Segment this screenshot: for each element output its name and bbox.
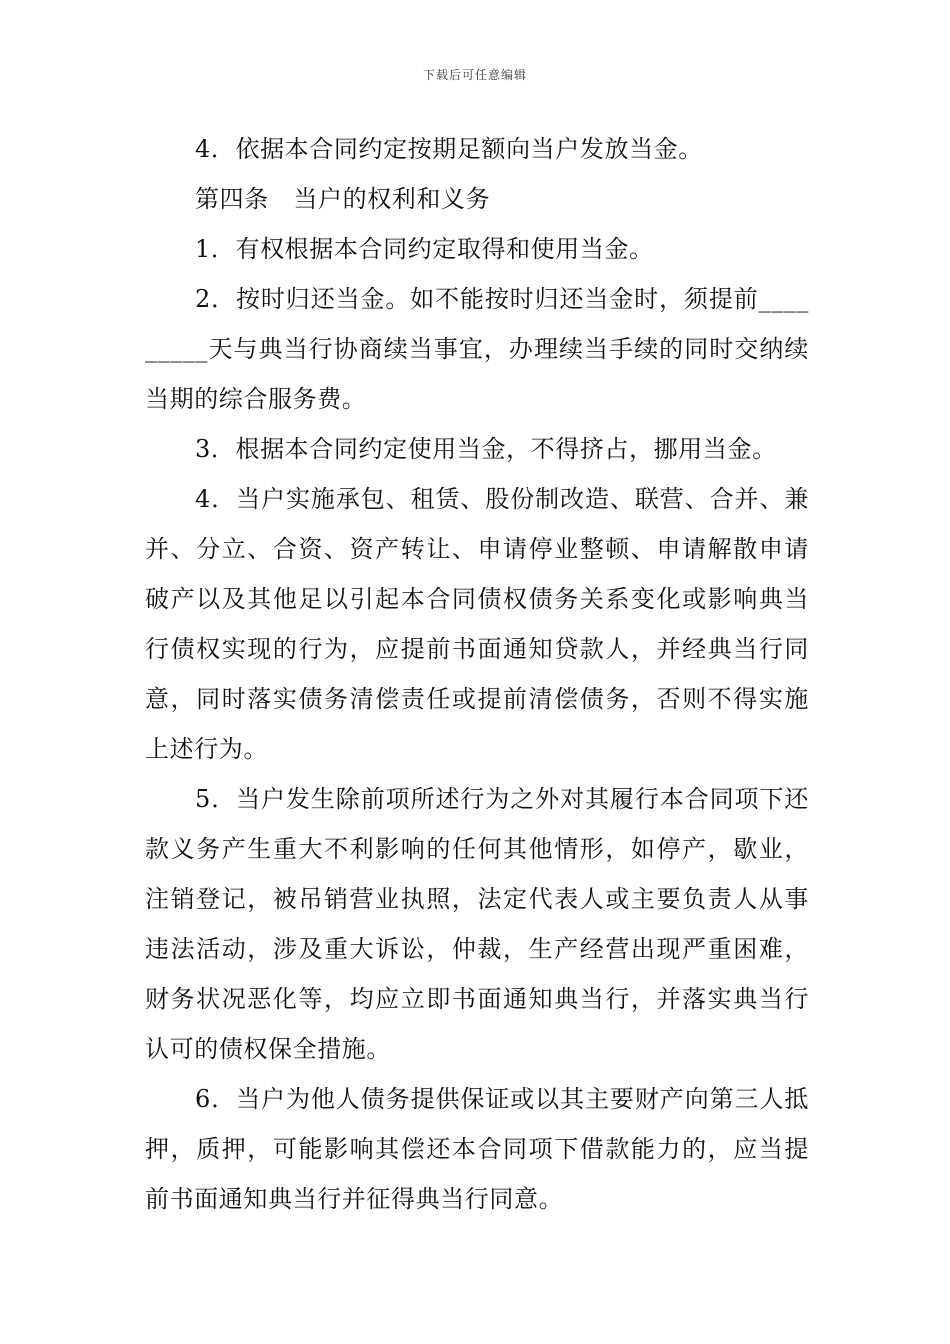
paragraph-item-5: 5．当户发生除前项所述行为之外对其履行本合同项下还款义务产生重大不利影响的任何其他情形，如停产，歇业，注销登记，被吊销营业执照，法定代表人或主要负责人从事违法活动，涉及重大诉讼，仲裁，生产经营出现严重困难，财务状况恶化等，均应立即书面通知典当行，并落实典当行认可的债权保全措施。 [145,785,809,1063]
page-header: 下载后可任意编辑 [422,68,527,82]
paragraph-item-4: 4．当户实施承包、租赁、股份制改造、联营、合并、兼并、分立、合资、资产转让、申请停业整顿、申请解散申请破产以及其他足以引起本合同债权债务关系变化或影响典当行债权实现的行为，应提前书面通知贷款人，并经典当行同意，同时落实债务清偿责任或提前清偿债务，否则不得实施上述行为。 [145,485,809,763]
paragraph-item-6: 6．当户为他人债务提供保证或以其主要财产向第三人抵押，质押，可能影响其偿还本合同项下借款能力的，应当提前书面通知典当行并征得典当行同意。 [145,1085,809,1213]
paragraph-item-3: 3．根据本合同约定使用当金，不得挤占，挪用当金。 [195,435,777,463]
article-heading: 第四条 当户的权利和义务 [195,185,491,213]
document-body [145,124,809,1224]
paragraph-clause-4-lender: 4．依据本合同约定按期足额向当户发放当金。 [195,135,703,163]
paragraph-item-1: 1．有权根据本合同约定取得和使用当金。 [195,235,654,263]
paragraph-item-2: 2．按时归还当金。如不能按时归还当金时，须提前_________天与典当行协商续当事宜，办理续当手续的同时交纳续当期的综合服务费。 [145,285,809,413]
